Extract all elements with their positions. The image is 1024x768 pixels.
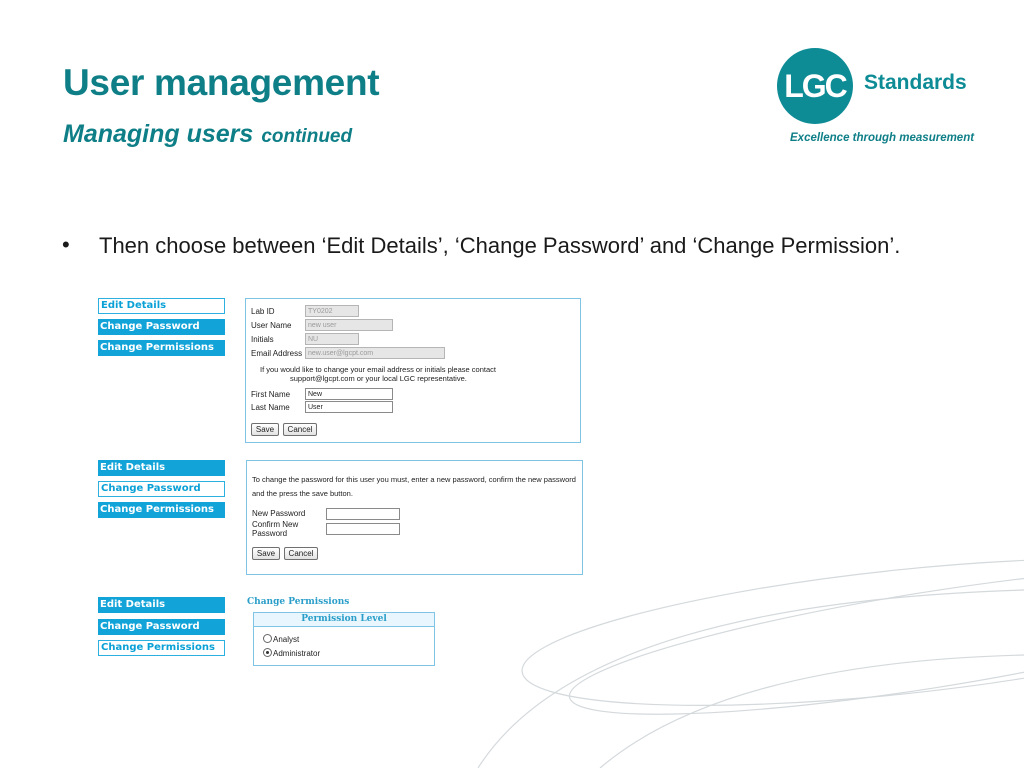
nav-change-permissions[interactable]: Change Permissions xyxy=(98,340,225,356)
bullet-text: Then choose between ‘Edit Details’, ‘Change Password’ and ‘Change Permission’. xyxy=(99,233,901,258)
analyst-radio[interactable] xyxy=(263,634,272,643)
administrator-radio[interactable] xyxy=(263,648,272,657)
confirm-password-input[interactable] xyxy=(326,523,400,535)
email-field: new.user@lgcpt.com xyxy=(305,347,445,359)
confirm-password-label-line1: Confirm New xyxy=(252,520,299,529)
user-name-label: User Name xyxy=(251,321,292,330)
subtitle-suffix: continued xyxy=(261,126,353,147)
administrator-option-label: Administrator xyxy=(273,649,321,658)
user-name-field: new user xyxy=(305,319,393,331)
new-password-label: New Password xyxy=(252,509,306,518)
lgc-logo-mark: LGC xyxy=(777,48,853,124)
nav-change-password[interactable]: Change Password xyxy=(98,619,225,635)
last-name-label: Last Name xyxy=(251,403,290,412)
initials-label: Initials xyxy=(251,335,274,344)
nav-change-password[interactable]: Change Password xyxy=(98,319,225,335)
nav-change-permissions[interactable]: Change Permissions xyxy=(98,502,225,518)
last-name-input[interactable]: User xyxy=(305,401,393,413)
password-instruction-line1: To change the password for this user you must, enter a new password, confirm the new password xyxy=(252,475,576,484)
slide-title: User management xyxy=(63,62,380,103)
lab-id-label: Lab ID xyxy=(251,307,275,316)
logo-wordmark: Standards xyxy=(864,71,967,94)
initials-field: NU xyxy=(305,333,359,345)
analyst-option-label: Analyst xyxy=(273,635,300,644)
lab-id-field: TY0202 xyxy=(305,305,359,317)
contact-note-line1: If you would like to change your email address or initials please contact xyxy=(260,365,496,374)
bullet-icon: • xyxy=(62,232,70,257)
nav-edit-details[interactable]: Edit Details xyxy=(98,597,225,613)
permission-options-box xyxy=(253,626,435,666)
new-password-input[interactable] xyxy=(326,508,400,520)
first-name-input[interactable]: New xyxy=(305,388,393,400)
permission-level-header: Permission Level xyxy=(253,612,435,627)
password-instruction-line2: and the press the save button. xyxy=(252,489,353,498)
save-button[interactable]: Save xyxy=(251,423,279,436)
cancel-button[interactable]: Cancel xyxy=(284,547,318,560)
subtitle-main: Managing users xyxy=(63,120,254,148)
logo-tagline: Excellence through measurement xyxy=(790,132,975,144)
first-name-label: First Name xyxy=(251,390,291,399)
permissions-title: Change Permissions xyxy=(247,597,350,607)
nav-edit-details[interactable]: Edit Details xyxy=(98,460,225,476)
save-button[interactable]: Save xyxy=(252,547,280,560)
nav-change-password[interactable]: Change Password xyxy=(98,481,225,497)
email-label: Email Address xyxy=(251,349,303,358)
confirm-password-label-line2: Password xyxy=(252,529,288,538)
cancel-button[interactable]: Cancel xyxy=(283,423,317,436)
contact-note-line2: support@lgcpt.com or your local LGC representative. xyxy=(290,374,467,383)
nav-change-permissions[interactable]: Change Permissions xyxy=(98,640,225,656)
nav-edit-details[interactable]: Edit Details xyxy=(98,298,225,314)
slide-subtitle xyxy=(63,120,352,149)
